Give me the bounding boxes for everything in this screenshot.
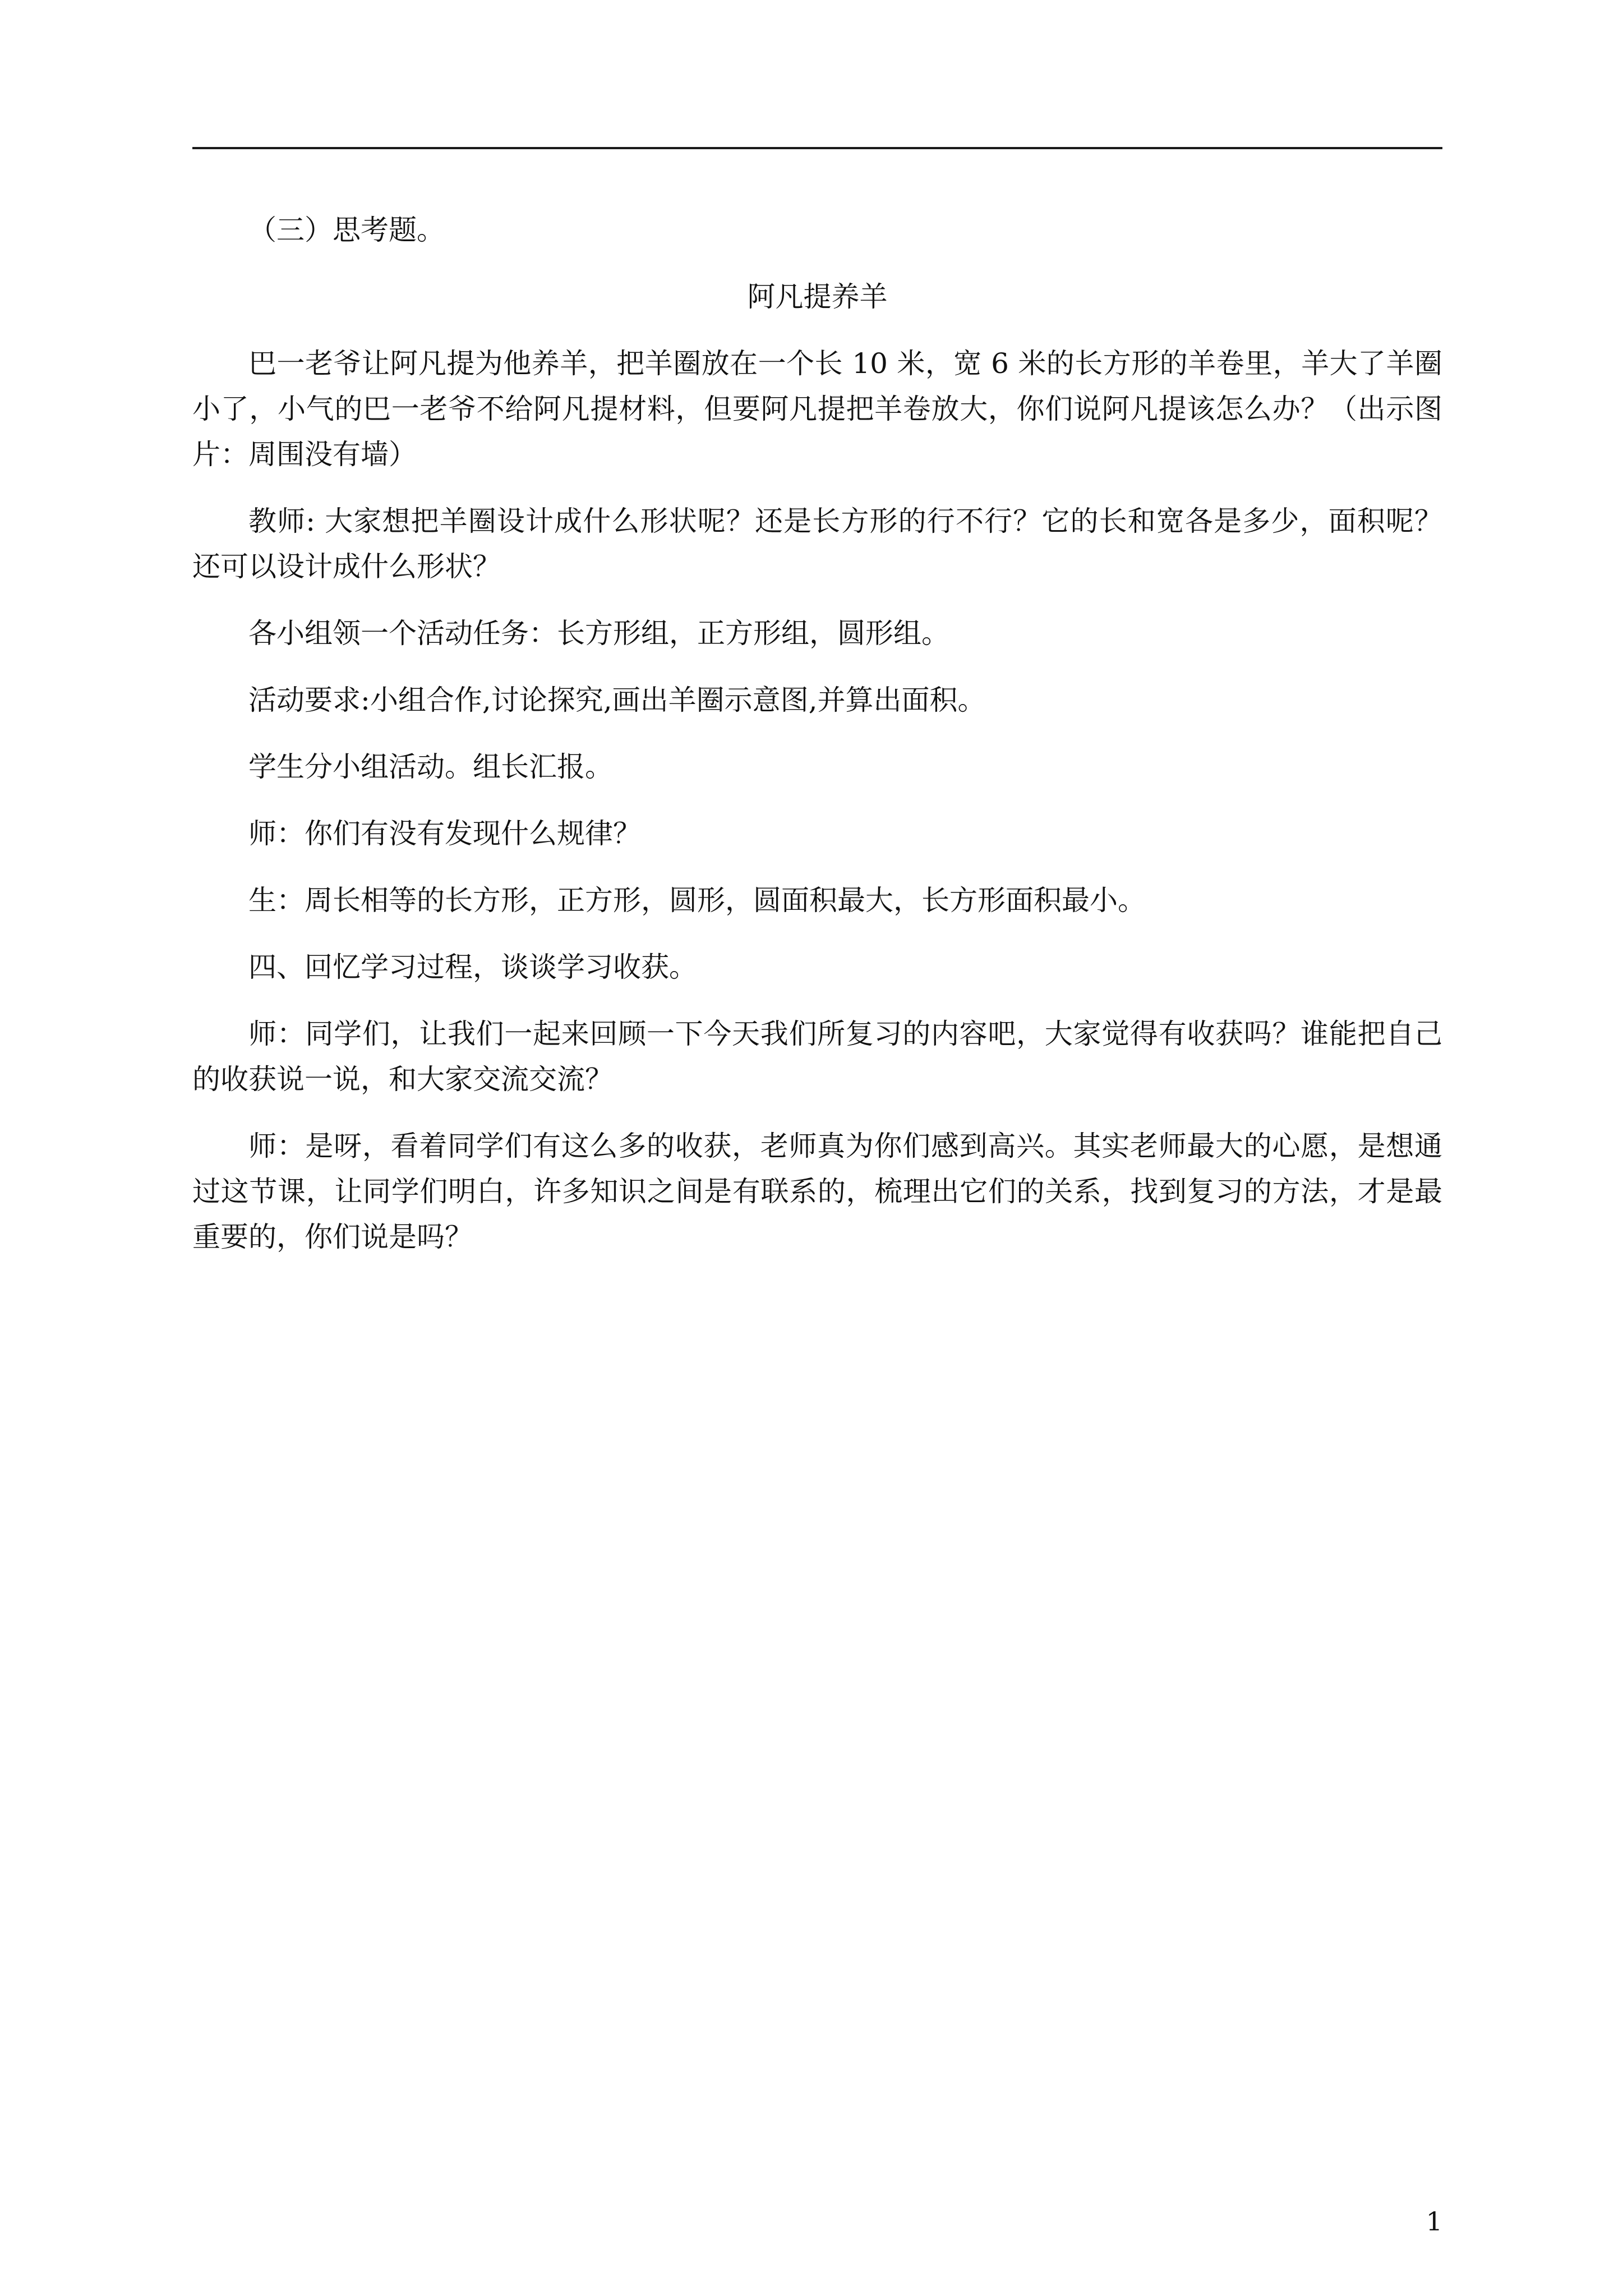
teacher-conclusion: 师：是呀，看着同学们有这么多的收获，老师真为你们感到高兴。其实老师最大的心愿，是想通过这节课，让同学们明白，许多知识之间是有联系的，梳理出它们的关系，找到复习的方法，才是最重要的，你们说是吗？ [192, 1130, 1442, 1253]
section-four-heading: 四、回忆学习过程，谈谈学习收获。 [248, 951, 697, 983]
activity-requirements: 活动要求:小组合作,讨论探究,画出羊圈示意图,并算出面积。 [248, 684, 986, 716]
section-heading: （三）思考题。 [248, 214, 445, 246]
teacher-review: 师：同学们，让我们一起来回顾一下今天我们所复习的内容吧，大家觉得有收获吗？谁能把自己的收获说一说，和大家交流交流？ [192, 1018, 1442, 1096]
student-activity: 学生分小组活动。组长汇报。 [248, 751, 613, 783]
header-rule [192, 147, 1442, 149]
group-tasks: 各小组领一个活动任务：长方形组，正方形组，圆形组。 [248, 617, 949, 650]
teacher-question: 教师: 大家想把羊圈设计成什么形状呢？还是长方形的行不行？它的长和宽各是多少，面积呢？还可以设计成什么形状？ [192, 505, 1442, 583]
page-number: 1 [1426, 2206, 1442, 2237]
teacher-prompt: 师：你们有没有发现什么规律？ [248, 817, 641, 850]
problem-statement: 巴一老爷让阿凡提为他养羊，把羊圈放在一个长 10 米，宽 6 米的长方形的羊卷里，羊大了羊圈小了，小气的巴一老爷不给阿凡提材料，但要阿凡提把羊卷放大，你们说阿凡提该怎么办？（出示图片：周围没有墙） [192, 347, 1442, 471]
document-body [192, 208, 1442, 1281]
problem-title: 阿凡提养羊 [747, 280, 888, 313]
student-answer: 生：周长相等的长方形，正方形，圆形，圆面积最大，长方形面积最小。 [248, 884, 1146, 917]
